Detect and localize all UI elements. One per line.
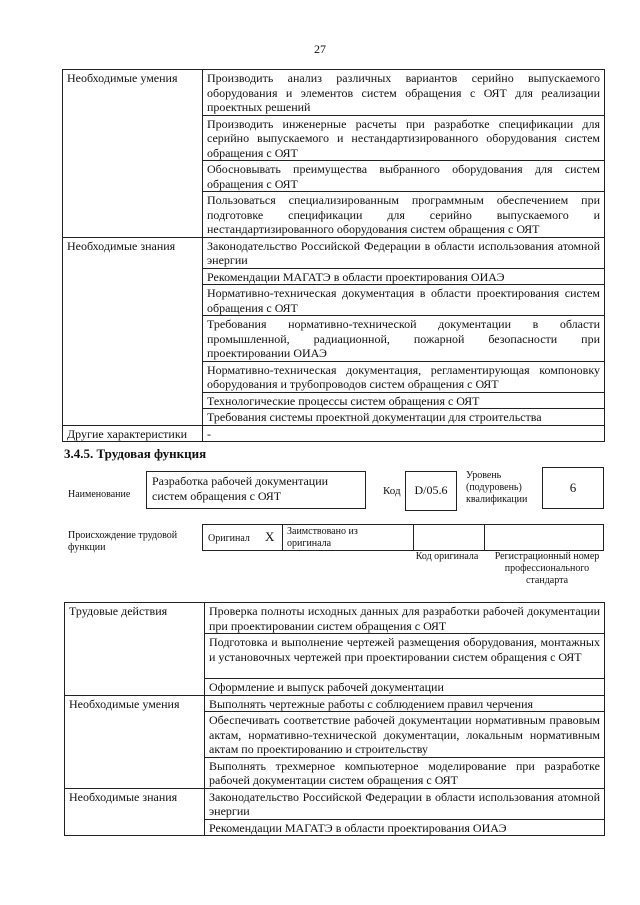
skill-item: Производить анализ различных вариантов серийно выпускаемого оборудования и элементов систем обращения с ОЯТ для реализации проектных решений xyxy=(203,70,605,116)
actions-label: Трудовые действия xyxy=(65,603,205,696)
knowledge-item: Нормативно-техническая документация, регламентирующая компоновку оборудования и трубопроводов систем обращения с ОЯТ xyxy=(203,361,605,392)
knowledge-item: Законодательство Российской Федерации в области использования атомной энергии xyxy=(203,237,605,268)
knowledge-item: Требования нормативно-технической документации в области промышленной, радиационной, пожарной безопасности при проектировании ОИАЭ xyxy=(203,316,605,362)
table-row xyxy=(65,695,605,712)
page-number: 27 xyxy=(314,42,326,56)
skill-item: Производить инженерные расчеты при разработке спецификации для серийно выпускаемого и нестандартизированного оборудования систем обращения с ОЯТ xyxy=(203,115,605,161)
section-heading: 3.4.5. Трудовая функция xyxy=(64,446,207,461)
competency-table-2 xyxy=(64,602,605,836)
skill-item: Выполнять трехмерное компьютерное моделирование при разработке рабочей документации систем обращения с ОЯТ xyxy=(205,757,605,788)
knowledge-item: Технологические процессы систем обращения с ОЯТ xyxy=(203,392,605,409)
function-name-box: Разработка рабочей документации систем обращения с ОЯТ xyxy=(146,471,366,509)
action-item: Проверка полноты исходных данных для разработки рабочей документации при проектировании систем обращения с ОЯТ xyxy=(205,603,605,634)
borrowed-label: Заимствовано из оригинала xyxy=(287,526,358,549)
skills-label: Необходимые умения xyxy=(63,70,203,238)
table-row xyxy=(63,425,605,442)
skill-item: Обеспечивать соответствие рабочей документации нормативным правовым актам, нормативно-технической документации, локальным нормативным актам по проектированию и строительству xyxy=(205,712,605,758)
level-value-box: 6 xyxy=(542,467,604,509)
skills-label: Необходимые умения xyxy=(65,695,205,788)
knowledge-item: Нормативно-техническая документация в области проектирования систем обращения с ОЯТ xyxy=(203,285,605,316)
knowledge-label: Необходимые знания xyxy=(65,788,205,836)
original-mark: X xyxy=(265,529,275,544)
other-value: - xyxy=(203,425,605,442)
divider xyxy=(282,525,283,550)
knowledge-item: Рекомендации МАГАТЭ в области проектирования ОИАЭ xyxy=(205,819,605,836)
divider xyxy=(413,525,414,550)
knowledge-label: Необходимые знания xyxy=(63,237,203,425)
code-value-box: D/05.6 xyxy=(405,471,457,511)
origin-frame xyxy=(202,524,604,551)
skill-item: Обосновывать преимущества выбранного оборудования для систем обращения с ОЯТ xyxy=(203,161,605,192)
knowledge-item: Требования системы проектной документации для строительства xyxy=(203,409,605,426)
table-row xyxy=(65,603,605,634)
original-label: Оригинал xyxy=(208,533,250,544)
table-row xyxy=(63,237,605,268)
name-label: Наименование xyxy=(68,489,131,500)
level-label: Уровень (подуровень) квалификации xyxy=(466,470,528,505)
table-row xyxy=(65,788,605,819)
action-item: Подготовка и выполнение чертежей размещения оборудования, монтажных и установочных чертежей при проектировании систем обращения с ОЯТ xyxy=(205,634,605,679)
reg-caption: Регистрационный номер профессионального стандарта xyxy=(494,551,600,586)
table-row xyxy=(63,70,605,116)
skill-item: Выполнять чертежные работы с соблюдением правил черчения xyxy=(205,695,605,712)
divider xyxy=(484,525,485,550)
knowledge-item: Рекомендации МАГАТЭ в области проектирования ОИАЭ xyxy=(203,268,605,285)
skill-item: Пользоваться специализированным программным обеспечением при подготовке спецификации для серийно выпускаемого и нестандартизированного оборудования систем обращения с ОЯТ xyxy=(203,192,605,238)
other-label: Другие характеристики xyxy=(63,425,203,442)
knowledge-item: Законодательство Российской Федерации в области использования атомной энергии xyxy=(205,788,605,819)
origin-label: Происхождение трудовой функции xyxy=(68,530,178,553)
code-label: Код xyxy=(383,485,401,497)
action-item: Оформление и выпуск рабочей документации xyxy=(205,679,605,696)
competency-table-1 xyxy=(62,69,605,442)
code-caption: Код оригинала xyxy=(415,551,479,562)
